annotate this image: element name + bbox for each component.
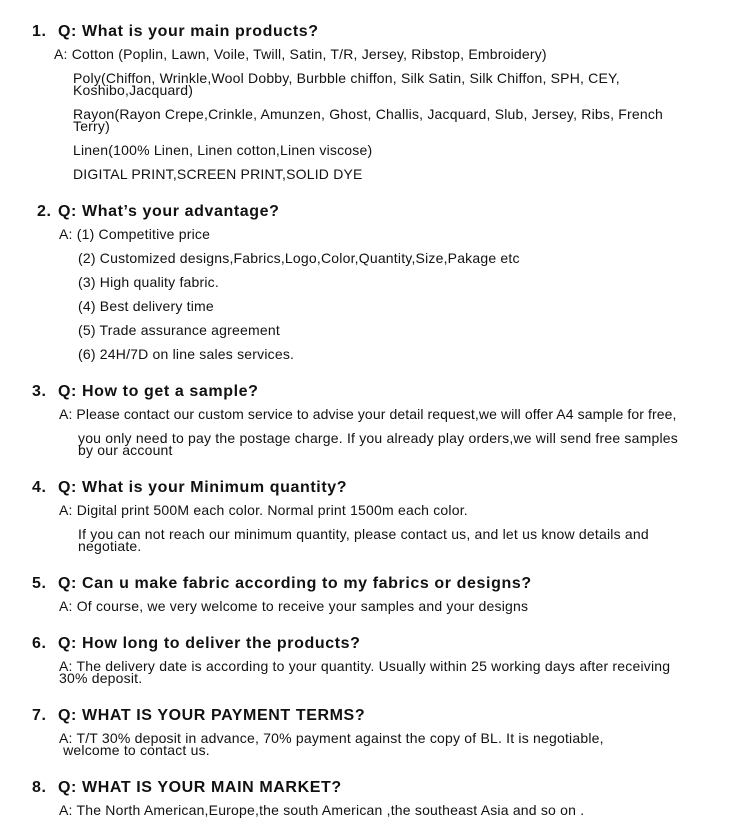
question-text: Q: How long to deliver the products? — [58, 635, 361, 652]
faq-answer-line: DIGITAL PRINT,SCREEN PRINT,SOLID DYE — [73, 166, 363, 182]
question-text: Q: Can u make fabric according to my fabrics or designs? — [58, 575, 532, 592]
question-text: Q: How to get a sample? — [58, 383, 259, 400]
faq-answer-line: (4) Best delivery time — [78, 298, 214, 314]
question-text: Q: What is your Minimum quantity? — [58, 479, 348, 496]
faq-question-5 — [32, 575, 532, 593]
faq-answer-line: A: Please contact our custom service to advise your detail request,we will offer A4 sample for free, — [59, 406, 677, 422]
faq-answer-line: A: The delivery date is according to your quantity. Usually within 25 working days after receiving 30% deposit. — [59, 658, 671, 686]
question-number: 1. — [32, 23, 47, 40]
question-number: 5. — [32, 575, 47, 592]
faq-question-7 — [32, 707, 365, 725]
faq-question-8 — [32, 779, 342, 797]
faq-answer-line: A: T/T 30% deposit in advance, 70% payment against the copy of BL. It is negotiable, welcome to contact us. — [59, 730, 604, 758]
faq-answer-line: (2) Customized designs,Fabrics,Logo,Color,Quantity,Size,Pakage etc — [78, 250, 520, 266]
question-text: Q: WHAT IS YOUR PAYMENT TERMS? — [58, 707, 366, 724]
faq-question-2 — [37, 203, 280, 221]
question-number: 2. — [37, 203, 52, 220]
faq-answer-line: A: (1) Competitive price — [59, 226, 211, 242]
question-number: 8. — [32, 779, 47, 796]
question-number: 4. — [32, 479, 47, 496]
faq-question-1 — [32, 23, 319, 41]
question-text: Q: WHAT IS YOUR MAIN MARKET? — [58, 779, 342, 796]
faq-answer-line: Linen(100% Linen, Linen cotton,Linen viscose) — [73, 142, 373, 158]
faq-question-4 — [32, 479, 347, 497]
faq-question-6 — [32, 635, 361, 653]
question-text: Q: What is your main products? — [58, 23, 319, 40]
faq-question-3 — [32, 383, 259, 401]
faq-answer-line: (3) High quality fabric. — [78, 274, 219, 290]
faq-answer-line: A: The North American,Europe,the south American ,the southeast Asia and so on . — [59, 802, 585, 818]
question-text: Q: What’s your advantage? — [58, 203, 280, 220]
question-number: 6. — [32, 635, 47, 652]
faq-answer-line: you only need to pay the postage charge. If you already play orders,we will send free samples by our account — [78, 430, 678, 458]
faq-answer-line: A: Of course, we very welcome to receive your samples and your designs — [59, 598, 529, 614]
faq-answer-line: If you can not reach our minimum quantity, please contact us, and let us know details and negotiate. — [78, 526, 649, 554]
question-number: 7. — [32, 707, 47, 724]
faq-answer-line: (5) Trade assurance agreement — [78, 322, 280, 338]
faq-answer-line: (6) 24H/7D on line sales services. — [78, 346, 295, 362]
faq-answer-line: Rayon(Rayon Crepe,Crinkle, Amunzen, Ghost, Challis, Jacquard, Slub, Jersey, Ribs, French Terry) — [73, 106, 664, 134]
faq-answer-line: A: Cotton (Poplin, Lawn, Voile, Twill, Satin, T/R, Jersey, Ribstop, Embroidery) — [54, 46, 547, 62]
faq-answer-line: A: Digital print 500M each color. Normal print 1500m each color. — [59, 502, 468, 518]
question-number: 3. — [32, 383, 47, 400]
faq-answer-line: Poly(Chiffon, Wrinkle,Wool Dobby, Burbble chiffon, Silk Satin, Silk Chiffon, SPH, CEY, Koshibo,Jacquard) — [73, 70, 620, 98]
